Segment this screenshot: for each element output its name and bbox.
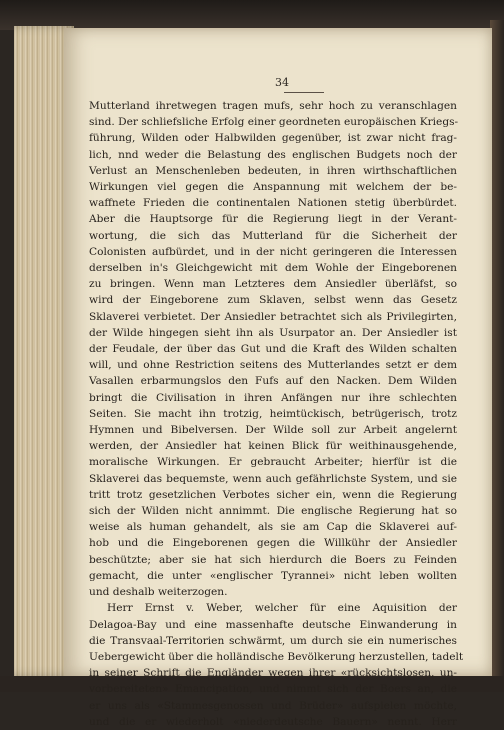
- text-line: wortung, die sich das Mutterland für die Sicherheit der: [89, 229, 457, 242]
- text-line: beschützte; aber sie hat sich hierdurch die Boers zu Feinden: [89, 553, 457, 566]
- text-line: weise als human gehandelt, als sie am Cap die Sklaverei auf-: [89, 521, 457, 534]
- text-line: wird der Eingeborene zum Sklaven, selbst wenn das Gesetz: [89, 294, 457, 307]
- text-line: derselben in's Gleichgewicht mit dem Wohle der Eingeborenen: [89, 262, 457, 275]
- text-line: werden, der Ansiedler hat keinen Blick für weithinausgehende,: [89, 440, 457, 453]
- text-line: sich der Wilden nicht annimmt. Die englische Regierung hat so: [89, 505, 457, 518]
- text-line: will, und ohne Restriction seitens des Mutterlandes setzt er dem: [89, 359, 457, 372]
- page-number-rule: [284, 92, 324, 93]
- text-line: bringt die Civilisation in ihren Anfängen nur ihre schlechten: [89, 391, 457, 404]
- text-line: waffnete Frieden die continentalen Nationen stetig überbürdet.: [89, 197, 457, 210]
- text-line: moralische Wirkungen. Er gebraucht Arbeiter; hierfür ist die: [89, 456, 457, 469]
- text-line: lich, nnd weder die Belastung des englischen Budgets noch der: [89, 148, 457, 161]
- text-line: Verlust an Menschenleben bedeuten, in ihren wirthschaftlichen: [89, 164, 457, 177]
- book-cover-top: [0, 0, 504, 30]
- book-cover-right: [490, 20, 504, 692]
- text-line: Wirkungen viel gegen die Anspannung mit welchem der be-: [89, 181, 457, 194]
- text-line: Mutterland ihretwegen tragen mufs, sehr hoch zu veranschlagen: [89, 100, 457, 112]
- text-line: Colonisten aufbürdet, und in der nicht geringeren die Interessen: [89, 245, 457, 258]
- text-line: Hymnen und Bibelversen. Der Wilde soll zur Arbeit angelernt: [89, 424, 457, 437]
- text-line: Sklaverei verbietet. Der Ansiedler betrachtet sich als Privilegirten,: [89, 310, 457, 323]
- text-line: der Feudale, der über das Gut und die Kraft des Wilden schalten: [89, 343, 457, 356]
- text-line: zu bringen. Wenn man Letzteres dem Ansiedler überläfst, so: [89, 278, 457, 291]
- text-line: die Transvaal-Territorien schwärmt, um durch sie ein numerisches: [89, 634, 457, 647]
- text-line: vorbereiteten» Emancipation, und nimmt sich der Boers an, die: [89, 683, 457, 696]
- text-line: der Wilde hingegen sieht ihn als Usurpator an. Der Ansiedler ist: [89, 326, 457, 339]
- body-text: [89, 98, 464, 730]
- text-line: Vasallen erbarmungslos den Fufs auf den Nacken. Dem Wilden: [89, 375, 457, 388]
- text-line: er uns als «Stammesgenossen und Brüder» aufspielen möchte,: [89, 699, 457, 712]
- text-line: sind. Der schliefsliche Erfolg einer geordneten europäischen Kriegs-: [89, 116, 459, 129]
- book-page: [64, 28, 492, 728]
- text-line: Sklaverei das bequemste, wenn auch gefährlichste System, und sie: [89, 472, 457, 485]
- text-line: und deshalb weiterzogen.: [89, 586, 228, 599]
- text-line: hob und die Eingeborenen gegen die Willkühr der Ansiedler: [89, 537, 457, 550]
- text-line: Uebergewicht über die holländische Bevölkerung herzustellen, tadelt: [89, 650, 464, 663]
- text-line: Herr Ernst v. Weber, welcher für eine Aquisition der: [107, 602, 457, 615]
- text-line: Delagoa-Bay und eine massenhafte deutsche Einwanderung in: [89, 618, 457, 631]
- text-line: gemacht, die unter «englischer Tyrannei» nicht leben wollten: [89, 569, 457, 582]
- page-number: 34: [275, 76, 289, 89]
- text-line: führung, Wilden oder Halbwilden gegenüber, ist zwar nicht frag-: [89, 132, 457, 145]
- text-line: und die er wiederholt «niederdeutsche Bauern» nennt. Herr: [89, 715, 457, 728]
- text-line: Aber die Hauptsorge für die Regierung liegt in der Verant-: [89, 213, 457, 226]
- text-line: in seiner Schrift die Engländer wegen ihrer «rücksichtslosen, un-: [89, 667, 457, 680]
- text-line: Seiten. Sie macht ihn trotzig, heimtückisch, betrügerisch, trotz: [89, 407, 457, 420]
- text-line: tritt trotz gesetzlichen Verbotes sicher ein, wenn die Regierung: [89, 488, 457, 501]
